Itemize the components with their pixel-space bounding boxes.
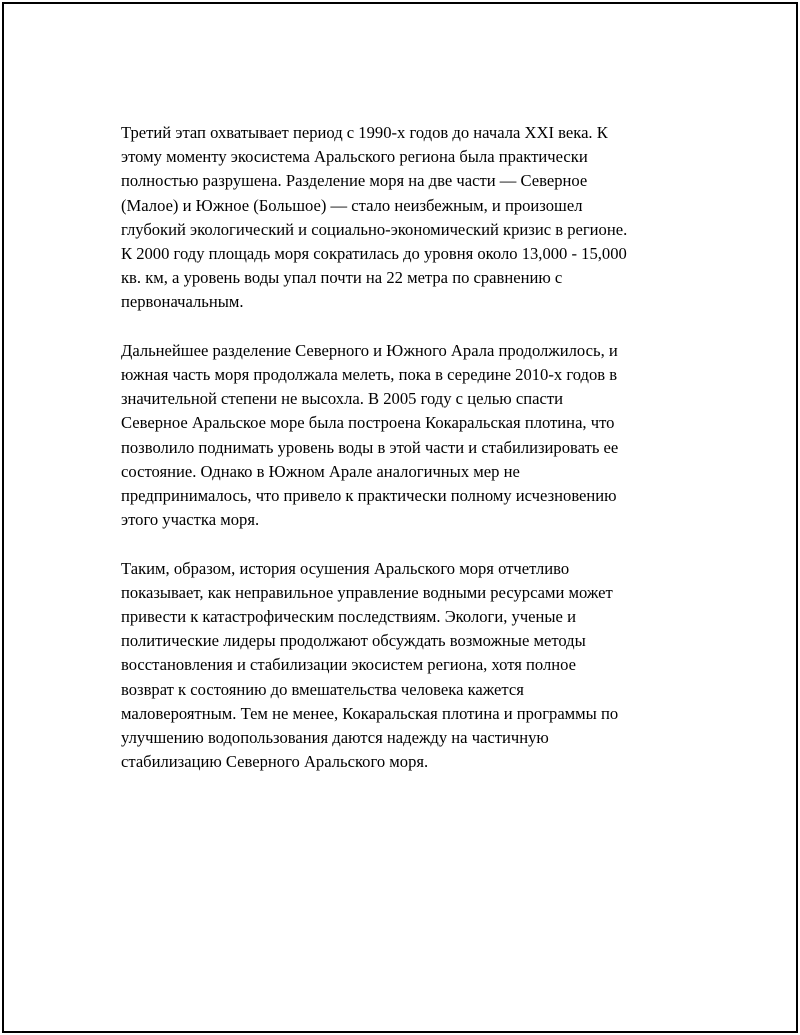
paragraph-further-division: Дальнейшее разделение Северного и Южного Арала продолжилось, и южная часть моря продолжала мелеть, пока в середине 2010-х годов в значительной степени не высохла. В 2005 году с целью спасти Северное Аральское море была построена Кокаральская плотина, что позволило поднимать уровень воды в этой части и стабилизировать ее состояние. Однако в Южном Арале аналогичных мер не предпринималось, что привело к практически полному исчезновению этого участка моря. — [121, 340, 619, 530]
paragraph-conclusion: Таким, образом, история осушения Аральского моря отчетливо показывает, как неправильное управление водными ресурсами может привести к катастрофическим последствиям. Экологи, ученые и политические лидеры продолжают обсуждать возможные методы восстановления и стабилизации экосистем региона, хотя полное возврат к состоянию до вмешательства человека кажется маловероятным. Тем не менее, Кокаральская плотина и программы по улучшению водопользования даются надежду на частичную стабилизацию Северного Аральского моря. — [121, 558, 619, 772]
document-body — [121, 121, 691, 799]
page-frame — [2, 2, 798, 1033]
paragraph-third-stage: Третий этап охватывает период с 1990-х годов до начала XXI века. К этому моменту экосистема Аральского региона была практически полностью разрушена. Разделение моря на две части — Северное (Малое) и Южное (Большое) — стало неизбежным, и произошел глубокий экологический и социально-экономический кризис в регионе. К 2000 году площадь моря сократилась до уровня около 13,000 - 15,000 кв. км, а уровень воды упал почти на 22 метра по сравнению с первоначальным. — [121, 123, 628, 312]
